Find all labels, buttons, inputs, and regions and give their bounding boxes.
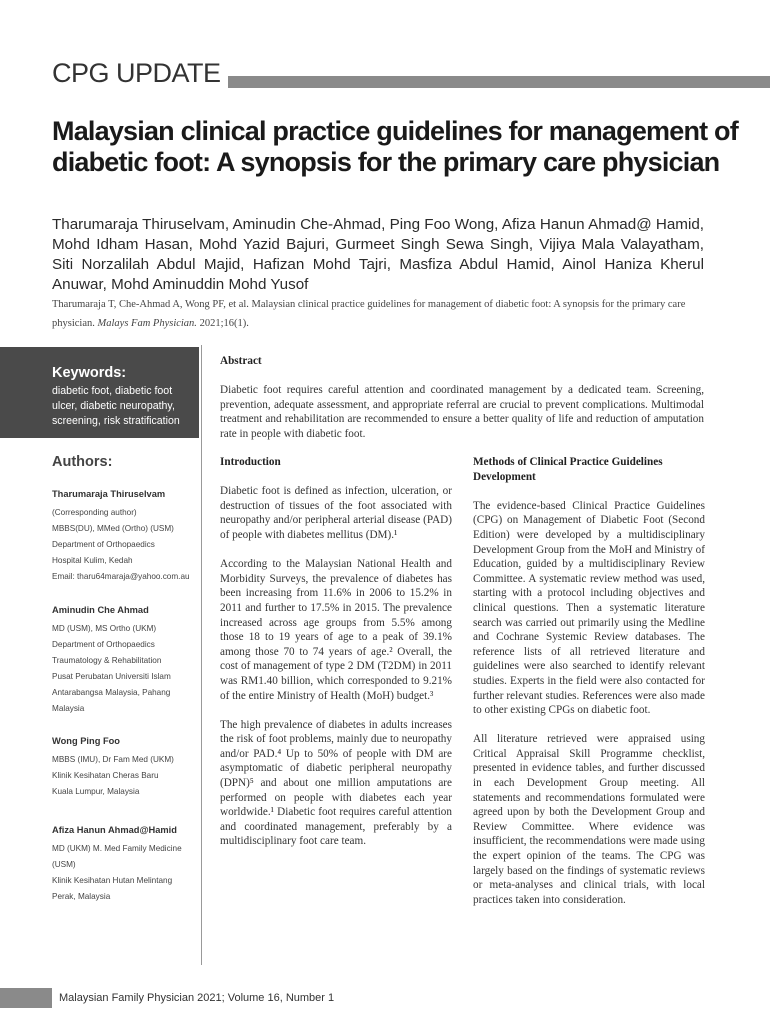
introduction-heading: Introduction <box>220 456 281 468</box>
methods-paragraph: The evidence-based Clinical Practice Guidelines (CPG) on Management of Diabetic Foot (Second Edition) were developed by a multidisciplinary Development Group from the MoH and Ministry of Education, guided by a multidisciplinary Review Committee. A systematic review method was used, starting with a protocol including objectives and clinical questions. Then a systematic literature search was carried out primarily using the Medline and Cochrane Systemic Review databases. The reference lists of all retrieved literature and guidelines were also searched to identify relevant studies. Experts in the field were also contacted for further relevant studies. References were also made to other existing CPGs on diabetic foot. <box>473 499 705 717</box>
author-detail: MD (UKM) M. Med Family Medicine <box>52 844 182 853</box>
author-name: Aminudin Che Ahmad <box>52 605 149 615</box>
author-detail: Department of Orthopaedics <box>52 640 155 649</box>
author-detail: MD (USM), MS Ortho (UKM) <box>52 624 157 633</box>
footer-text: Malaysian Family Physician 2021; Volume 16, Number 1 <box>59 992 335 1004</box>
introduction-paragraph: The high prevalence of diabetes in adults increases the risk of foot problems, mainly due to neuropathy and/or PAD.⁴ Up to 50% of people with DM are asymptomatic of diabetic peripheral neuropathy (DPN)⁵ and about one million amputations are performed on people with diabetes each year worldwide.¹ Diabetic foot requires careful attention and coordinated management, preferably by a multidisciplinary foot care team. <box>220 718 452 848</box>
author-list: Tharumaraja Thiruselvam, Aminudin Che-Ahmad, Ping Foo Wong, Afiza Hanun Ahmad@ Hamid, Mohd Idham Hasan, Mohd Yazid Bajuri, Gurmeet Singh Sewa Singh, Vijiya Mala Valayatham, Siti Norzalilah Abdul Majid, Hafizan Mohd Tajri, Masfiza Abdul Hamid, Ainol Haniza Kherul Anuwar, Mohd Aminuddin Mohd Yusof <box>52 216 704 293</box>
author-block <box>52 486 198 585</box>
keywords-title: Keywords: <box>52 365 127 381</box>
section-label: CPG UPDATE <box>52 58 221 88</box>
citation-details: 2021;16(1). <box>196 318 249 329</box>
author-detail: (USM) <box>52 860 76 869</box>
author-name: Tharumaraja Thiruselvam <box>52 489 166 499</box>
citation <box>52 295 712 333</box>
author-detail: (Corresponding author) <box>52 508 137 517</box>
author-block <box>52 733 198 800</box>
author-email[interactable]: Email: tharu64maraja@yahoo.com.au <box>52 572 190 581</box>
authors-title: Authors: <box>52 454 113 470</box>
introduction-column <box>220 455 452 849</box>
author-detail: Pusat Perubatan Universiti Islam <box>52 672 171 681</box>
author-name: Wong Ping Foo <box>52 736 120 746</box>
article-title: Malaysian clinical practice guidelines for management of diabetic foot: A synopsis for the primary care physician <box>52 116 738 177</box>
abstract-heading: Abstract <box>220 355 262 367</box>
author-block <box>52 602 198 717</box>
introduction-paragraph: According to the Malaysian National Health and Morbidity Surveys, the prevalence of diabetes has been increasing from 11.6% in 2006 to 15.2% in 2011 and further to 17.5% in 2015. The prevalence increased across age groups from 5.5% among those 18 to 19 years of age to a peak of 39.1% among those 70 to 74 years of age.² Overall, the cost of management of type 2 DM (T2DM) in 2011 was RM1.40 billion, which corresponded to 9.21% of the entire Ministry of Health (MoH) budget.³ <box>220 558 452 702</box>
header-bar <box>228 76 770 88</box>
author-name: Afiza Hanun Ahmad@Hamid <box>52 825 177 835</box>
author-detail: Klinik Kesihatan Cheras Baru <box>52 771 159 780</box>
author-detail: Klinik Kesihatan Hutan Melintang <box>52 876 173 885</box>
methods-column <box>473 455 705 907</box>
keywords-box <box>0 347 199 438</box>
author-detail: MBBS(DU), MMed (Ortho) (USM) <box>52 524 174 533</box>
author-detail: Malaysia <box>52 704 85 713</box>
author-detail: Department of Orthopaedics <box>52 540 155 549</box>
citation-text: Tharumaraja T, Che-Ahmad A, Wong PF, et al. Malaysian clinical practice guidelines for management of diabetic foot: A synopsis for the primary care physician. <box>52 299 686 329</box>
citation-journal: Malays Fam Physician. <box>97 318 197 329</box>
author-detail: Hospital Kulim, Kedah <box>52 556 133 565</box>
author-detail: Perak, Malaysia <box>52 892 111 901</box>
introduction-paragraph: Diabetic foot is defined as infection, ulceration, or destruction of tissues of the foot associated with neuropathy and/or peripheral arterial disease (PAD) of people with diabetes mellitus (DM).¹ <box>220 485 452 541</box>
author-detail: Kuala Lumpur, Malaysia <box>52 787 140 796</box>
methods-paragraph: All literature retrieved were appraised using Critical Appraisal Skill Programme checklist, presented in evidence tables, and further discussed in each Development Group meeting. All statements and recommendations formulated were agreed upon by both the Development Group and Review Committee. Where evidence was insufficient, the recommendations were made using the expert opinion of the teams. The CPG was largely based on the findings of systematic reviews or meta-analyses and clinical trials, with local practices taken into consideration. <box>473 733 705 906</box>
abstract-text: Diabetic foot requires careful attention and coordinated management by a dedicated team. Screening, prevention, adequate assessment, and appropriate referral are crucial to prevent complications. Multimodal treatment and rehabilitation are recommended to ensure a better quality of life and reduction of amputation rate in people with diabetic foot. <box>220 384 704 440</box>
author-block <box>52 822 198 905</box>
sidebar-divider <box>201 345 202 965</box>
keywords-text: diabetic foot, diabetic foot ulcer, diabetic neuropathy, screening, risk stratification <box>52 385 180 427</box>
author-detail: MBBS (IMU), Dr Fam Med (UKM) <box>52 755 174 764</box>
author-detail: Antarabangsa Malaysia, Pahang <box>52 688 171 697</box>
methods-heading: Methods of Clinical Practice Guidelines Development <box>473 456 663 483</box>
footer-bar <box>0 988 52 1008</box>
author-detail: Traumatology & Rehabilitation <box>52 656 162 665</box>
